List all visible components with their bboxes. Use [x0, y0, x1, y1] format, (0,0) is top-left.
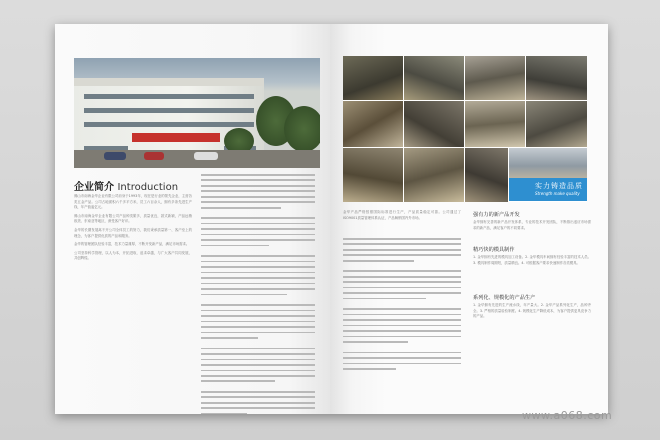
section-text: [473, 255, 591, 285]
page-title: [74, 178, 178, 193]
workshop-photo: [343, 56, 403, 100]
workshop-photo: [404, 101, 464, 147]
site-watermark: www.a068.com: [522, 409, 613, 422]
section-paragraph: 1. 金华拥有先进的模具加工设备。2. 金华模具车间拥有经验丰富的技术人员。3. 模具制作周期短，质量精良。4. 可根据客户要求快速制作各类模具。: [473, 255, 591, 265]
section-paragraph: 金华拥有完善的新产品开发体系，专业的技术开发团队，不断推出适应市场需求的新产品，满足客户的不同要求。: [473, 220, 591, 230]
building-sign: [132, 133, 220, 142]
title-cn: 企业简介: [74, 182, 114, 193]
section-title: 强有力的新产品开发: [473, 212, 520, 218]
intro-paragraph: 金华的长期发展离不开公司全体员工的努力，我们秉承质量第一、客户至上的理念，为客户提供优质的产品和服务。: [74, 227, 192, 238]
workshop-photo: [465, 56, 525, 100]
quality-text: [343, 210, 461, 232]
intro-paragraph: 佛山市南海金华企业有限公司产品种类繁多，质量优良，款式新颖，产品远销欧美、东南亚等地区，深受客户好评。: [74, 213, 192, 224]
english-text-column: [343, 238, 461, 374]
brochure-spread: [55, 24, 608, 414]
workshop-photo: [343, 101, 403, 147]
section-text: [473, 303, 591, 343]
workshop-photo: [526, 56, 587, 100]
quality-banner: [509, 178, 587, 201]
workshop-photo: [526, 101, 587, 147]
english-text-column: [201, 174, 315, 414]
workshop-photo: [465, 148, 508, 202]
workshop-photo: [404, 56, 464, 100]
intro-paragraph: 佛山市南海金华企业有限公司前身于1993年，现在是行业的领先企业，主营各类五金产品。公司占地面积六千多平方米，员工六百余人，拥有多条先进生产线，年产值逾亿元。: [74, 194, 192, 210]
workshop-photo-mosaic: [343, 56, 587, 202]
workshop-photo: [343, 148, 403, 202]
workshop-photo: [509, 148, 587, 178]
section-text: [473, 220, 591, 238]
quality-banner-cn: 实力铸造品质: [535, 182, 583, 190]
quality-paragraph: 金华产品严格按照国际标准进行生产，产品质量稳定可靠。公司通过了ISO9001质量管理体系认证，产品畅销国内外市场。: [343, 210, 461, 220]
section-title: 精巧快的模具制作: [473, 247, 515, 253]
quality-banner-en: Strength make quality: [535, 191, 580, 196]
left-page: [55, 24, 330, 414]
section-title: 系列化、规模化的产品生产: [473, 295, 536, 301]
right-page: [330, 24, 608, 414]
factory-building-photo: [74, 58, 320, 168]
intro-text-column: [74, 194, 192, 404]
title-en: Introduction: [117, 182, 179, 193]
section-paragraph: 1. 金华拥有先进的生产流水线，年产量大。2. 金华产品系列化生产，品种齐全。3. 严格的质量检验制度。4. 规模化生产降低成本，为客户提供更具竞争力的产品。: [473, 303, 591, 319]
intro-paragraph: 公司坚持科学管理，以人为本，开拓进取，追求卓越，与广大客户共同发展，共创辉煌。: [74, 250, 192, 261]
workshop-photo: [404, 148, 464, 202]
workshop-photo: [465, 101, 525, 147]
intro-paragraph: 金华的管理团队经验丰富，技术力量雄厚，不断开发新产品，满足市场需求。: [74, 242, 190, 247]
